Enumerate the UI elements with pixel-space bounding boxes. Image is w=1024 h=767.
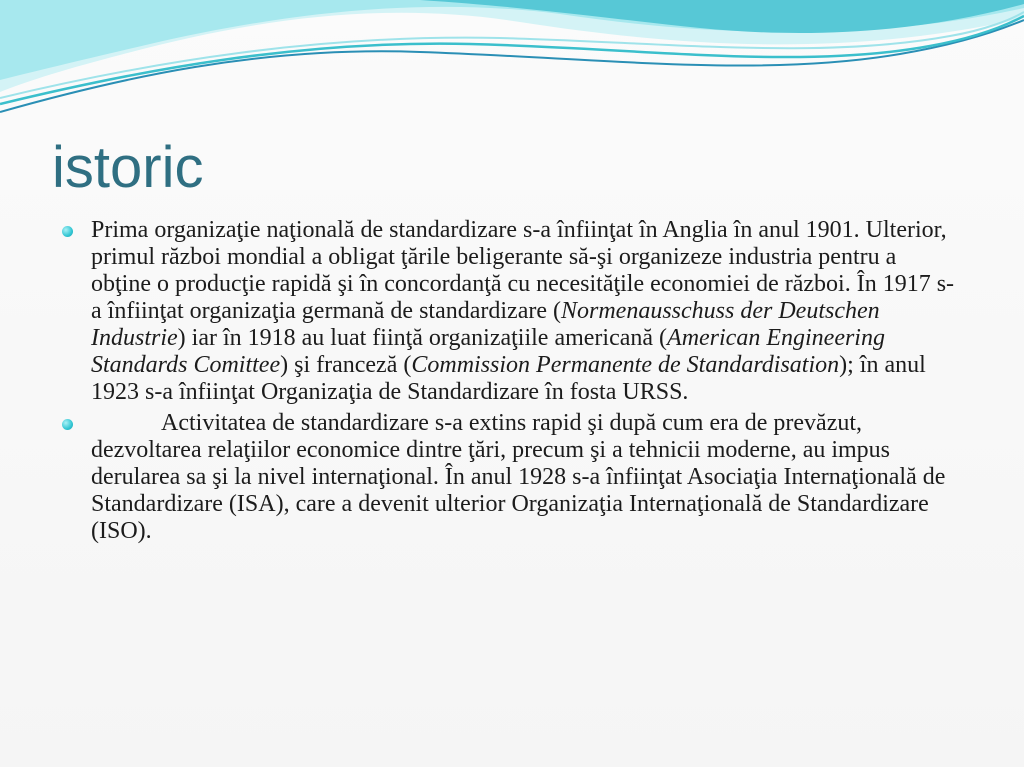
bullet-item-history: [62, 217, 962, 406]
bullet-item-international: [62, 410, 962, 545]
text-run: Prima organizaţie naţională de standardizare s-a înfiinţat în Anglia în anul 1901. Ulterior, primul război mondial a obligat ţările beligerante să-şi organizeze industria pentru a obţine o producţie rapidă şi în concordanţă cu necesităţile economiei de război. În 1917 s-a înfiinţat organizaţia germană de standardizare (: [91, 217, 955, 324]
text-run: ) şi franceză (: [280, 352, 412, 378]
text-run: Activitatea de standardizare s-a extins rapid şi după cum era de prevăzut, dezvoltarea relaţiilor economice dintre ţări, precum şi a tehnicii moderne, au impus derularea sa şi la nivel internaţional. În anul 1928 s-a înfiinţat Asociaţia Internaţională de Standardizare (ISA), care a devenit ulterior Organizaţia Internaţională de Standardizare (ISO).: [91, 410, 946, 544]
slide-title: istoric: [52, 135, 204, 200]
bullet-icon: [62, 226, 73, 237]
italic-text-run: American Engineering Standards Comittee: [91, 325, 885, 378]
text-run: ); în anul 1923 s-a înfiinţat Organizaţia de Standardizare în fosta URSS.: [91, 352, 926, 405]
bullet-icon: [62, 419, 73, 430]
italic-text-run: Commission Permanente de Standardisation: [411, 352, 840, 378]
text-run: ) iar în 1918 au luat fiinţă organizaţiile americană (: [177, 325, 668, 351]
header-wave-decoration: [0, 0, 1024, 120]
bullet-list: [62, 217, 962, 545]
italic-text-run: Normenausschuss der Deutschen Industrie: [91, 298, 880, 351]
